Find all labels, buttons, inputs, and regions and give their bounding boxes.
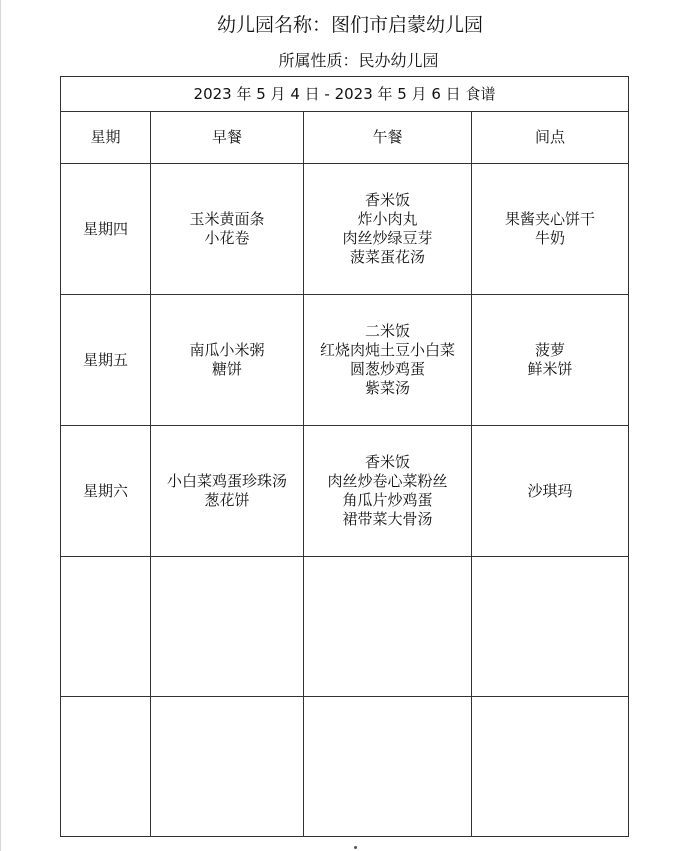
- lunch-item: 肉丝炒绿豆芽: [342, 229, 433, 247]
- lunch-item: 肉丝炒卷心菜粉丝: [327, 472, 448, 490]
- snack-item: 菠萝: [534, 341, 565, 359]
- snack-item: 鲜米饼: [527, 360, 573, 378]
- snack-item: 沙琪玛: [527, 481, 573, 500]
- empty-cell: [151, 697, 304, 837]
- empty-cell: [61, 557, 151, 697]
- breakfast-item: 玉米黄面条: [189, 210, 265, 228]
- column-header-day: 星期: [61, 112, 151, 164]
- page-subtitle: 所属性质：民办幼儿园: [278, 51, 439, 70]
- day-cell: 星期六: [61, 426, 151, 557]
- breakfast-cell: [151, 295, 304, 426]
- empty-cell: [151, 557, 304, 697]
- breakfast-item: 小花卷: [204, 229, 250, 247]
- date-range: 2023 年 5 月 4 日 - 2023 年 5 月 6 日 食谱: [61, 77, 629, 112]
- lunch-item: 香米饭: [364, 191, 410, 209]
- lunch-item: 菠菜蛋花汤: [349, 248, 425, 266]
- lunch-item: 炸小肉丸: [357, 210, 418, 228]
- empty-cell: [304, 557, 472, 697]
- column-header-snack: 间点: [472, 112, 629, 164]
- breakfast-item: 小白菜鸡蛋珍珠汤: [166, 472, 287, 490]
- page-marker-dot: [354, 846, 357, 849]
- breakfast-cell: [151, 426, 304, 557]
- lunch-item: 圆葱炒鸡蛋: [349, 360, 425, 378]
- day-cell: 星期五: [61, 295, 151, 426]
- table-row: [61, 295, 629, 426]
- breakfast-item: 糖饼: [211, 360, 242, 378]
- menu-table: [60, 76, 629, 837]
- breakfast-cell: [151, 164, 304, 295]
- page-title: 幼儿园名称：图们市启蒙幼儿园: [216, 14, 483, 36]
- lunch-cell: [304, 426, 472, 557]
- snack-item: 牛奶: [534, 229, 565, 247]
- lunch-item: 裙带菜大骨汤: [342, 510, 433, 528]
- lunch-cell: [304, 295, 472, 426]
- table-row: [61, 426, 629, 557]
- blank-row: [61, 557, 629, 697]
- snack-cell: [472, 164, 629, 295]
- empty-cell: [472, 697, 629, 837]
- day-cell: 星期四: [61, 164, 151, 295]
- lunch-item: 二米饭: [364, 322, 410, 340]
- column-header-breakfast: 早餐: [151, 112, 304, 164]
- breakfast-item: 南瓜小米粥: [189, 341, 265, 359]
- lunch-cell: [304, 164, 472, 295]
- empty-cell: [304, 697, 472, 837]
- column-header-lunch: 午餐: [304, 112, 472, 164]
- snack-cell: [472, 426, 629, 557]
- lunch-item: 角瓜片炒鸡蛋: [342, 491, 433, 509]
- lunch-item: 红烧肉炖土豆小白菜: [319, 341, 455, 359]
- blank-row: [61, 697, 629, 837]
- empty-cell: [472, 557, 629, 697]
- page-left-edge: [0, 0, 1, 851]
- lunch-item: 香米饭: [364, 453, 410, 471]
- date-range-row: [61, 77, 629, 112]
- table-row: [61, 164, 629, 295]
- empty-cell: [61, 697, 151, 837]
- snack-item: 果酱夹心饼干: [504, 210, 595, 228]
- breakfast-item: 葱花饼: [204, 491, 250, 509]
- header-row: [61, 112, 629, 164]
- snack-cell: [472, 295, 629, 426]
- lunch-item: 紫菜汤: [364, 379, 410, 397]
